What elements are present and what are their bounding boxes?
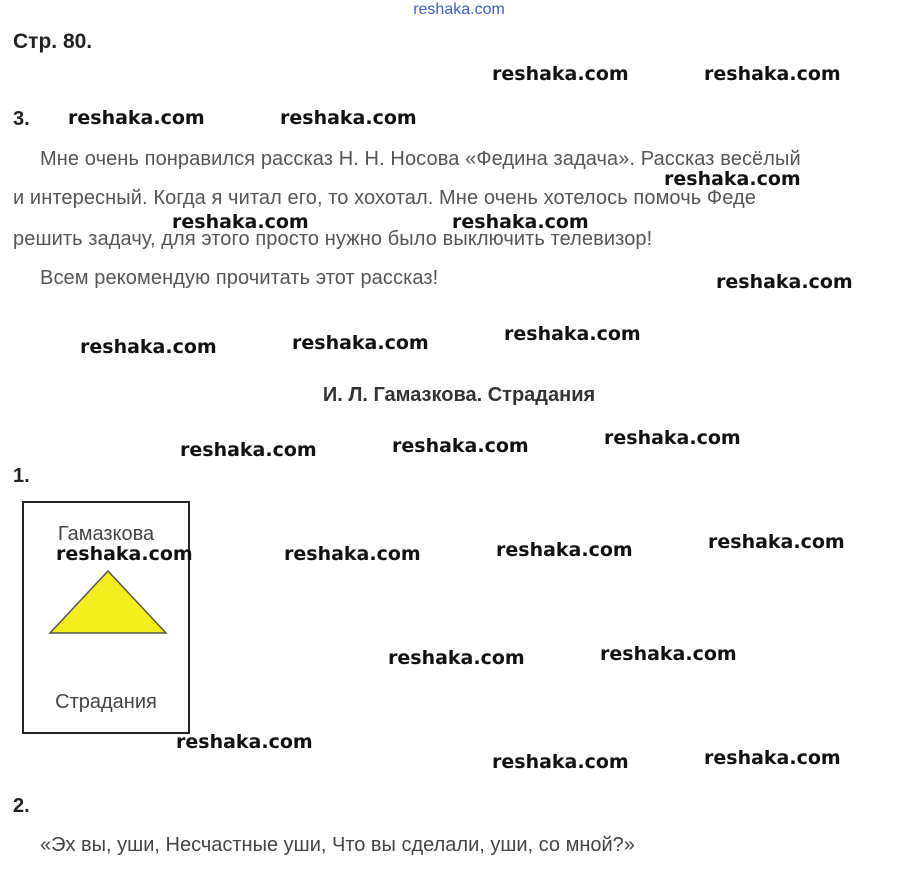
watermark: reshaka.com (708, 531, 845, 553)
watermark: reshaka.com (80, 336, 217, 358)
task3-line-2: и интересный. Когда я читал его, то хохотал. Мне очень хотелось помочь Феде (13, 187, 756, 209)
task2-number: 2. (13, 795, 30, 817)
watermark: reshaka.com (176, 731, 313, 753)
watermark: reshaka.com (392, 435, 529, 457)
watermark: reshaka.com (492, 751, 629, 773)
watermark: reshaka.com (492, 63, 629, 85)
watermark: reshaka.com (716, 271, 853, 293)
cover-author: Гамазкова (57, 523, 155, 545)
watermark: reshaka.com (452, 211, 589, 233)
section-title: И. Л. Гамазкова. Страдания (322, 384, 596, 406)
watermark: reshaka.com (56, 543, 193, 565)
watermark: reshaka.com (180, 439, 317, 461)
watermark: reshaka.com (704, 63, 841, 85)
watermark: reshaka.com (704, 747, 841, 769)
book-cover (22, 501, 190, 734)
watermark: reshaka.com (284, 543, 421, 565)
task1-number: 1. (13, 465, 30, 487)
watermark: reshaka.com (496, 539, 633, 561)
page-label: Стр. 80. (13, 30, 93, 53)
site-watermark-top: reshaka.com (413, 1, 505, 18)
watermark: reshaka.com (68, 107, 205, 129)
task3-number: 3. (13, 108, 30, 130)
watermark: reshaka.com (172, 211, 309, 233)
triangle-shape (48, 569, 168, 635)
task3-line-4: Всем рекомендую прочитать этот рассказ! (40, 267, 439, 289)
watermark: reshaka.com (664, 168, 801, 190)
watermark: reshaka.com (604, 427, 741, 449)
cover-title: Страдания (55, 691, 157, 713)
watermark: reshaka.com (280, 107, 417, 129)
watermark: reshaka.com (292, 332, 429, 354)
task2-quote: «Эх вы, уши, Несчастные уши, Что вы сделали, уши, со мной?» (40, 834, 635, 856)
watermark: reshaka.com (504, 323, 641, 345)
task3-line-1: Мне очень понравился рассказ Н. Н. Носова «Федина задача». Рассказ весёлый (40, 148, 801, 170)
watermark: reshaka.com (600, 643, 737, 665)
watermark: reshaka.com (388, 647, 525, 669)
task3-line-3: решить задачу, для этого просто нужно было выключить телевизор! (13, 228, 653, 250)
